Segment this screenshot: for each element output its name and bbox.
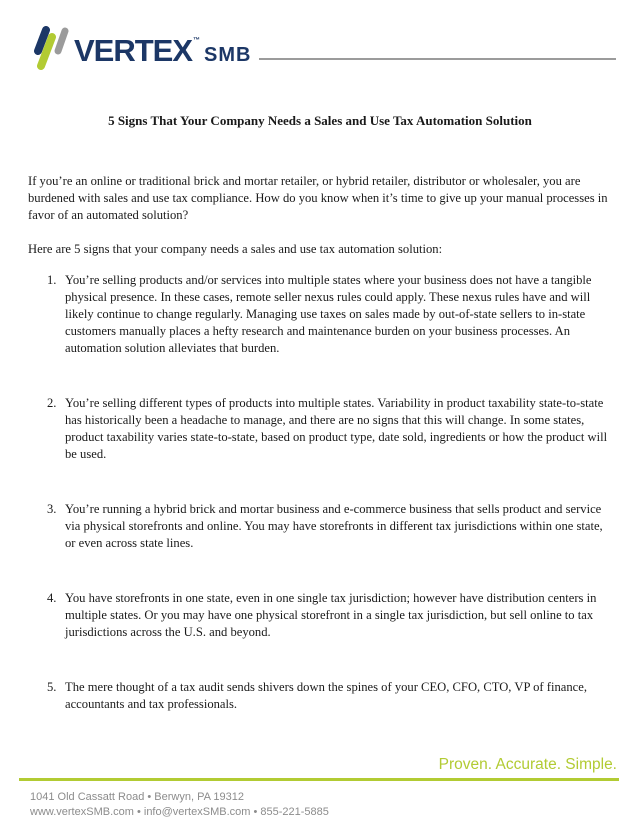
footer-address-line1: 1041 Old Cassatt Road • Berwyn, PA 19312 <box>30 791 244 803</box>
list-item-number: 3. <box>47 502 57 516</box>
trademark-mark: ™ <box>193 37 201 44</box>
header <box>0 0 640 70</box>
brand-sub-name: SMB <box>204 44 252 66</box>
list-item-text: The mere thought of a tax audit sends shivers down the spines of your CEO, CFO, CTO, VP of finance, accountants and tax professionals. <box>65 680 587 711</box>
list-item <box>47 679 612 713</box>
footer-rule <box>19 778 619 781</box>
list-item-text: You’re running a hybrid brick and mortar business and e-commerce business that sells product and service via physical storefronts and online. You may have storefronts in different tax jurisdictions within one state, or even across state lines. <box>65 502 603 550</box>
list-item-number: 1. <box>47 273 57 287</box>
brand-name: VERTEX™ <box>74 33 201 68</box>
footer-address-line2: www.vertexSMB.com • info@vertexSMB.com • 855-221-5885 <box>30 806 329 818</box>
header-rule <box>259 58 616 60</box>
vertex-logo-icon <box>28 26 70 70</box>
list-item <box>47 395 612 463</box>
intro-paragraph: If you’re an online or traditional brick and mortar retailer, or hybrid retailer, distributor or wholesaler, you are burdened with sales and use tax compliance. How do you know when it’s time to give up your manual processes in favor of an automated solution? <box>28 174 608 222</box>
list-item-number: 5. <box>47 680 57 694</box>
signs-list <box>0 272 640 713</box>
tagline: Proven. Accurate. Simple. <box>438 756 617 773</box>
list-item-text: You’re selling different types of products into multiple states. Variability in product taxability state-to-state has historically been a headache to manage, and there are no signs that this will change. In some states, product taxability varies state-to-state, based on product type, date sold, ingredients or how the product will be used. <box>65 396 608 461</box>
list-item-number: 2. <box>47 396 57 410</box>
list-item <box>47 501 612 552</box>
list-item <box>47 272 612 357</box>
lead-in-paragraph: Here are 5 signs that your company needs a sales and use tax automation solution: <box>28 242 443 256</box>
list-item-text: You’re selling products and/or services into multiple states where your business does not have a tangible physical presence. In these cases, remote seller nexus rules could apply. These nexus rules have and will likely continue to change regularly. Managing use taxes on sales made by out-of-state sellers to in-state customers manually places a hefty research and maintenance burden on your business processes. An automation solution alleviates that burden. <box>65 273 592 355</box>
page-title: 5 Signs That Your Company Needs a Sales and Use Tax Automation Solution <box>108 113 532 128</box>
list-item-number: 4. <box>47 591 57 605</box>
footer-address <box>30 790 640 820</box>
list-item-text: You have storefronts in one state, even in one single tax jurisdiction; however have distribution centers in multiple states. Or you may have one physical storefront in a single tax jurisdiction, but sell online to tax jurisdictions across the U.S. and beyond. <box>65 591 597 639</box>
footer <box>0 756 640 820</box>
list-item <box>47 590 612 641</box>
